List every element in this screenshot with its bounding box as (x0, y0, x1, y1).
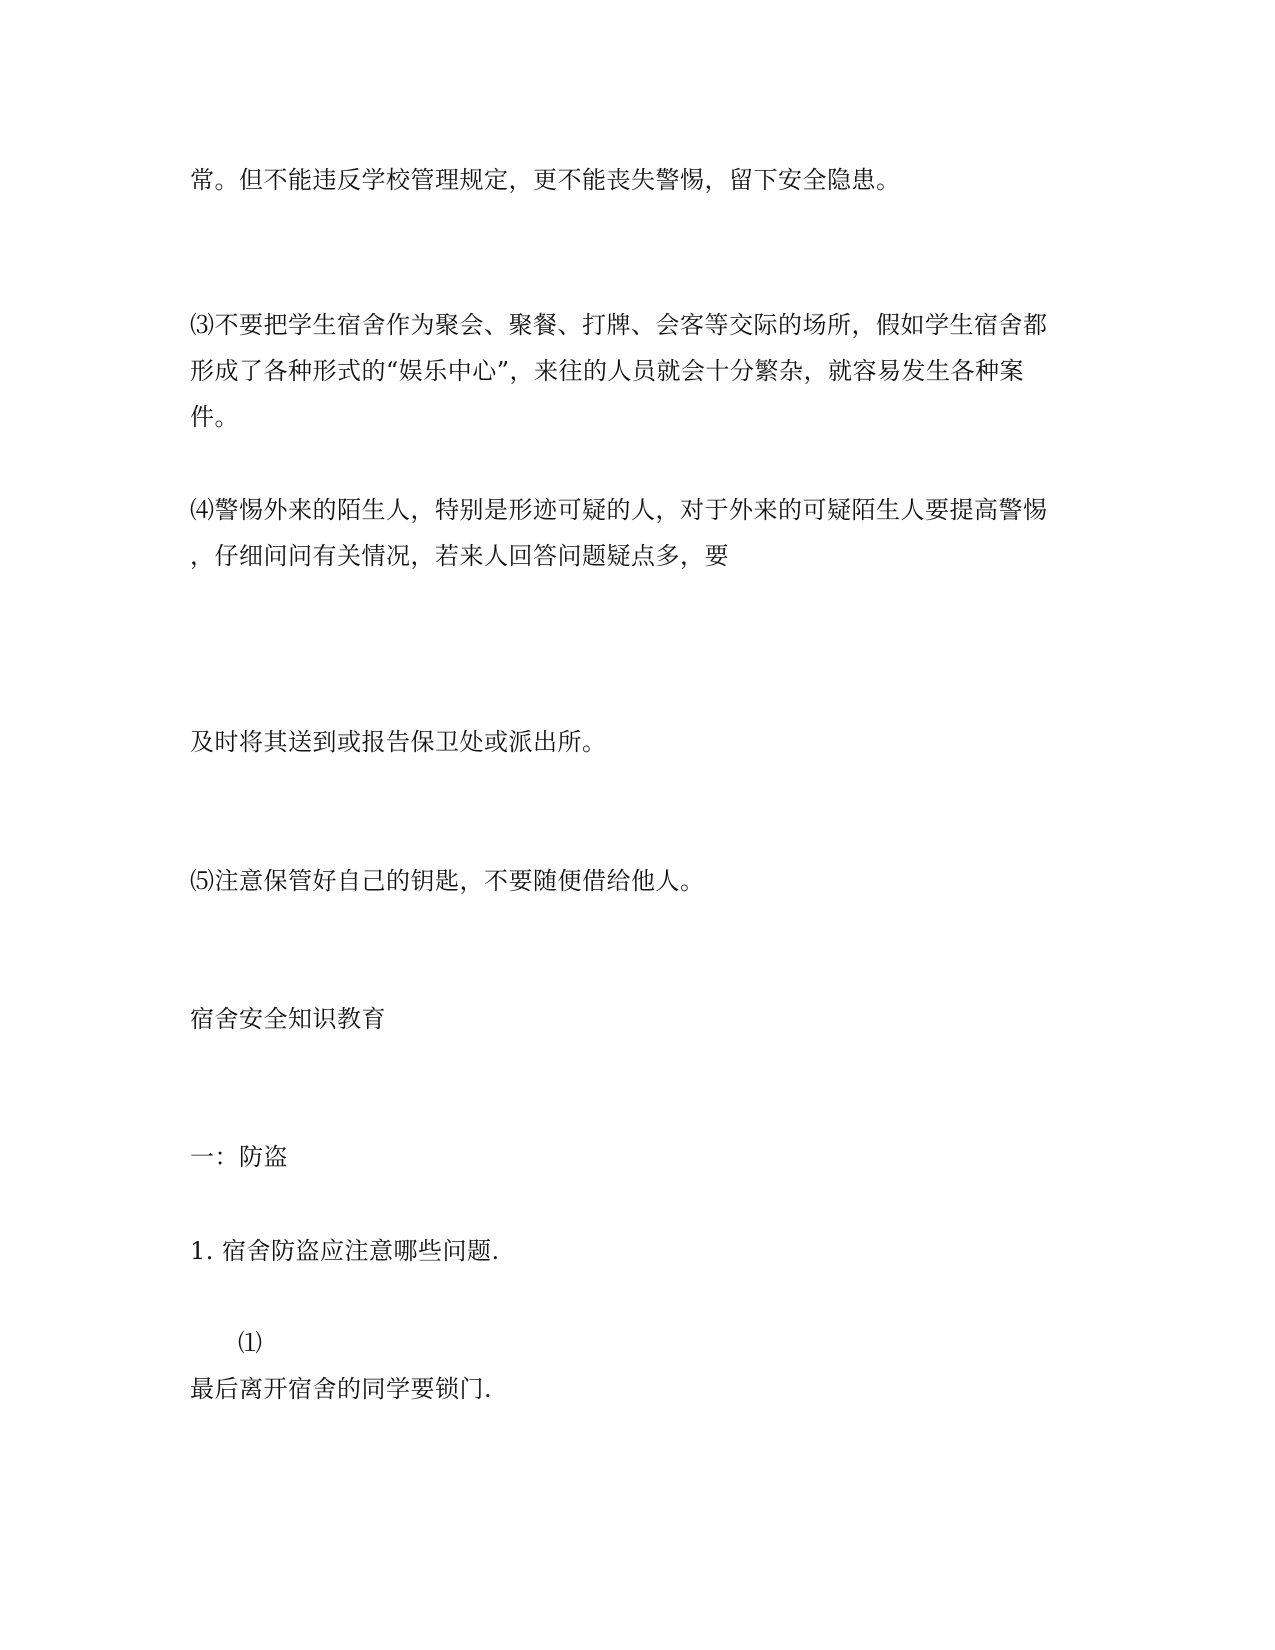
list-marker: ⑴ (238, 1329, 263, 1357)
text-line: ⑷警惕外来的陌生人，特别是形迹可疑的人，对于外来的可疑陌生人要提高警惕 (190, 496, 1048, 524)
text-line: ⑸注意保管好自己的钥匙，不要随便借给他人。 (190, 867, 705, 895)
text-line: ⑶不要把学生宿舍作为聚会、聚餐、打牌、会客等交际的场所，假如学生宿舍都 (190, 311, 1048, 339)
text-line: 件。 (190, 403, 239, 431)
subsection-heading: 一：防盗 (190, 1143, 288, 1171)
question-heading: 1. 宿舍防盗应注意哪些问题. (190, 1237, 500, 1265)
text-line: 常。但不能违反学校管理规定，更不能丧失警惕，留下安全隐患。 (190, 166, 901, 194)
text-line: 最后离开宿舍的同学要锁门. (190, 1375, 493, 1403)
text-line: 形成了各种形式的“娱乐中心”，来往的人员就会十分繁杂，就容易发生各种案 (190, 357, 1025, 385)
text-line: ，仔细问问有关情况，若来人回答问题疑点多，要 (190, 542, 729, 570)
text-line: 及时将其送到或报告保卫处或派出所。 (190, 728, 607, 756)
section-heading: 宿舍安全知识教育 (190, 1005, 386, 1033)
